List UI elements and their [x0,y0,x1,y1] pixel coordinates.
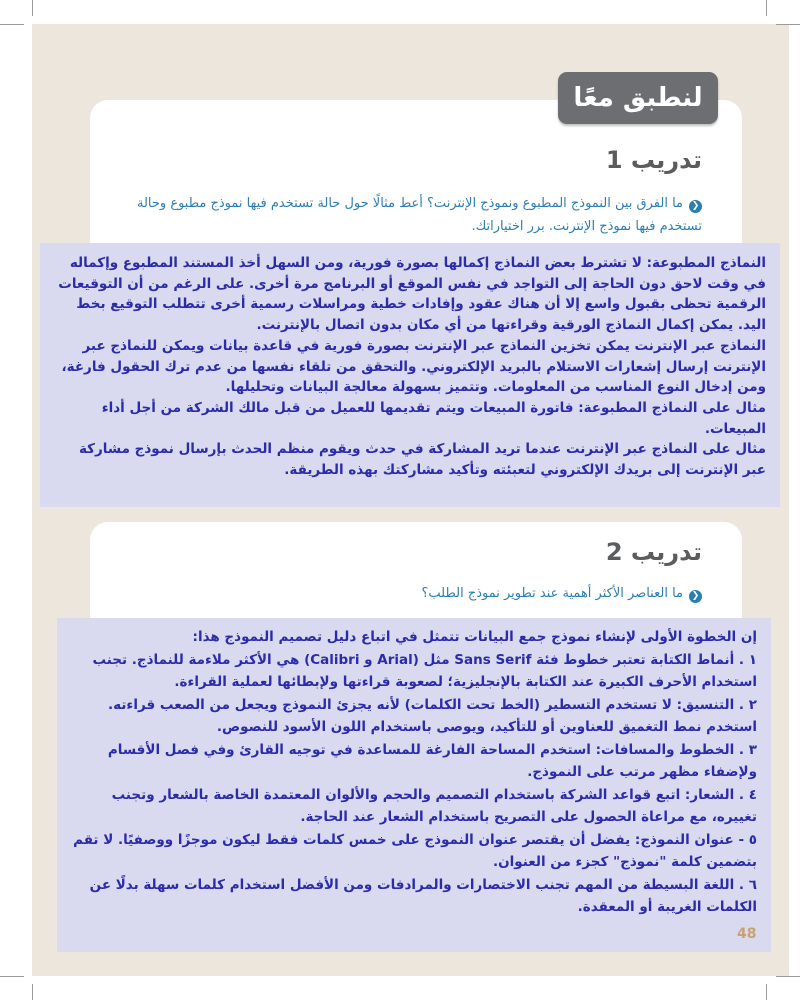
crop-mark [766,0,767,16]
crop-mark [776,976,800,977]
crop-mark [776,24,800,25]
answer-paragraph: مثال على النماذج عبر الإنترنت عندما تريد المشاركة في حدث ويقوم منظم الحدث بإرسال نموذج مشاركة عبر الإنترنت إلى بريدك الإلكتروني لتعبئته وتأكيد مشاركتك بهذه الطريقة. [78,441,766,479]
exercise2-question [122,582,702,605]
answer-paragraph: ٢ . التنسيق: لا تستخدم التسطير (الخط تحت الكلمات) لأنه يجزئ النموذج ويجعل من الصعب قراءته. استخدم نمط التغميق للعناوين أو للتأكيد، ويوصى باستخدام اللون الأسود للنصوص. [108,696,757,735]
crop-mark [0,976,24,977]
exercise1-question-text: ما الفرق بين النموذج المطبوع ونموذج الإنترنت؟ أعط مثالًا حول حالة تستخدم فيها نموذج مطبوع وحالة تستخدم فيها نموذج الإنترنت. برر اختياراتك. [137,196,702,234]
page-number: 48 [737,926,757,942]
answer-paragraph: ٥ - عنوان النموذج: يفضل أن يقتصر عنوان النموذج على خمس كلمات فقط ليكون موجزًا ووصفيًا. لا تقم بتضمين كلمة "نموذج" كجزء من العنوان. [73,831,757,870]
answer-paragraph: إن الخطوة الأولى لإنشاء نموذج جمع البيانات تتمثل في اتباع دليل تصميم النموذج هذا: [192,629,757,645]
section-tab-label: لنطبق معًا [573,83,703,113]
exercise1-answer [40,243,780,507]
crop-mark [766,984,767,1000]
section-tab [558,72,718,124]
answer-paragraph: النماذج المطبوعة: لا تشترط بعض النماذج إكمالها بصورة فورية، ومن السهل أخذ المستند المطبوع وإكماله في وقت لاحق دون الحاجة إلى التواجد في نفس الموقع أو البرنامج مرة أخرى. على الرغم من أن التوقيعات الرقمية تحظى بقبول واسع إلا أن هناك عقود وإفادات خطية ومراسلات رسمية أخرى تتطلب التوقيع بخط اليد. يمكن إكمال النماذج الورقية وقراءتها من أي مكان بدون اتصال بالإنترنت. [58,255,766,334]
exercise1-title: تدريب 1 [605,146,702,174]
exercise2-question-text: ما العناصر الأكثر أهمية عند تطوير نموذج الطلب؟ [421,586,683,601]
answer-paragraph: ١ . أنماط الكتابة تعتبر خطوط فئة Sans Serif مثل (Arial و Calibri) هي الأكثر ملاءمة للنماذج. تجنب استخدام الأحرف الكبيرة عند الكتابة بالإنجليزية؛ لصعوبة قراءتها ولإبطائها لعملية القراءة. [92,651,757,690]
crop-mark [32,0,33,16]
answer-paragraph: ٦ . اللغة البسيطة من المهم تجنب الاختصارات والمرادفات ومن الأفضل استخدام كلمات سهلة بدلًا عن الكلمات الغريبة أو المعقدة. [89,876,757,915]
answer-paragraph: مثال على النماذج المطبوعة: فاتورة المبيعات ويتم تقديمها للعميل من قبل مالك الشركة من أجل أداء المبيعات. [101,399,766,437]
exercise2-title: تدريب 2 [605,538,702,566]
crop-mark [0,24,24,25]
answer-paragraph: النماذج عبر الإنترنت يمكن تخزين النماذج عبر الإنترنت بصورة فورية في قاعدة بيانات ويمكن للنماذج عبر الإنترنت إرسال إشعارات الاستلام بالبريد الإلكتروني. والتحقق من تلقاء نفسها من عدم ترك الحقول فارغة، ومن إدخال النوع المناسب من المعلومات. وتتميز بسهولة معالجة البيانات وتحليلها. [61,337,766,396]
exercise2-answer [57,618,771,952]
crop-mark [32,984,33,1000]
chevron-left-icon: ❮ [689,200,702,213]
answer-paragraph: ٤ . الشعار: اتبع قواعد الشركة باستخدام التصميم والحجم والألوان المعتمدة الخاصة بالشعار وتجنب تغييره، مع مراعاة الحصول على التصريح باستخدام الشعار عند الحاجة. [111,786,757,825]
exercise1-question [122,192,702,238]
answer-paragraph: ٣ . الخطوط والمسافات: استخدم المساحة الفارغة للمساعدة في توجيه القارئ وفي فصل الأقسام ولإضفاء مظهر مرتب على النموذج. [107,741,757,780]
chevron-left-icon: ❮ [689,590,702,603]
